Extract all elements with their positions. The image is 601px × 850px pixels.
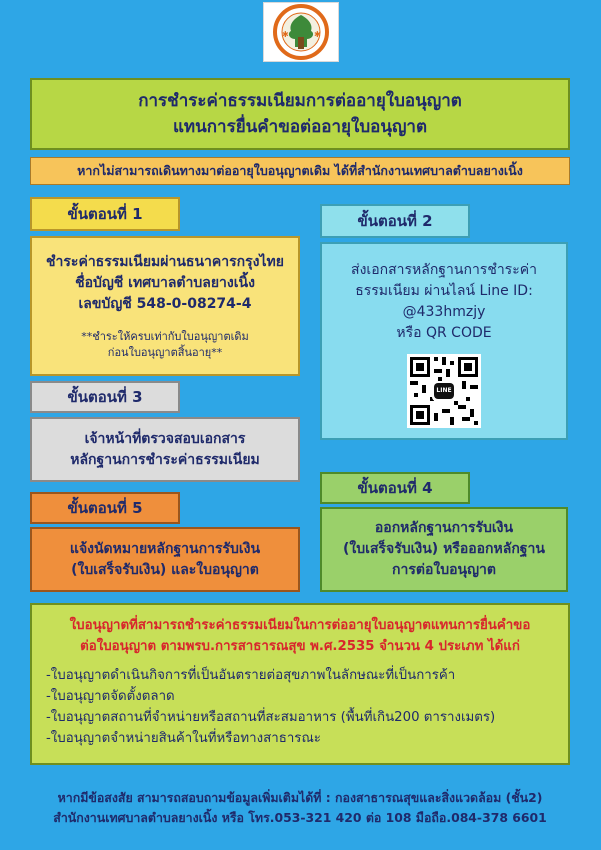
qr-line-caption: LINE [436, 387, 452, 394]
license-type-list [46, 665, 554, 749]
step-4-box [320, 507, 568, 592]
license-types-box [30, 603, 570, 765]
step-2-box [320, 242, 568, 440]
step-2-line-id[interactable]: @433hmzjy [402, 304, 486, 320]
step-4-label-text: ขั้นตอนที่ 4 [357, 479, 433, 497]
license-type-item: -ใบอนุญาตจัดตั้งตลาด [46, 689, 175, 704]
license-type-item: -ใบอนุญาตดำเนินกิจการที่เป็นอันตรายต่อสุขภาพในลักษณะที่เป็นการค้า [46, 668, 456, 683]
license-type-item: -ใบอนุญาตสถานที่จำหน่ายหรือสถานที่สะสมอาหาร (พื้นที่เกิน200 ตารางเมตร) [46, 710, 496, 725]
info-heading-line-2: ต่อใบอนุญาต ตามพรบ.การสาธารณสุข พ.ศ.2535 จำนวน 4 ประเภท ได้แก่ [80, 639, 520, 654]
step-4-line-3: การต่อใบอนุญาต [392, 562, 496, 578]
step-5-box [30, 527, 300, 592]
step-1-line-3: เลขบัญชี 548-0-08274-4 [78, 295, 252, 312]
step-2-label [320, 204, 470, 238]
step-1-note [81, 329, 249, 361]
line-qr-code[interactable] [407, 354, 481, 428]
footer-line-2: สำนักงานเทศบาลตำบลยางเนิ้ง หรือ โทร.053-321 420 ต่อ 108 มือถือ.084-378 6601 [53, 810, 547, 825]
license-type-item: -ใบอนุญาตจำหน่ายสินค้าในที่หรือทางสาธารณะ [46, 731, 321, 746]
step-5-label-text: ขั้นตอนที่ 5 [67, 499, 143, 517]
step-5-line-2: (ใบเสร็จรับเงิน) และใบอนุญาต [71, 561, 259, 578]
contact-footer [30, 788, 570, 828]
step-5-label [30, 492, 180, 524]
step-1-label-text: ขั้นตอนที่ 1 [67, 205, 143, 223]
municipality-logo [263, 2, 339, 62]
svg-text:✱: ✱ [314, 30, 321, 39]
title-line-2: แทนการยื่นคำขอต่ออายุใบอนุญาต [172, 117, 428, 137]
step-1-note-line-1: **ชำระให้ครบเท่ากับใบอนุญาตเดิม [81, 329, 249, 343]
step-3-line-1: เจ้าหน้าที่ตรวจสอบเอกสาร [84, 430, 246, 447]
footer-line-1: หากมีข้อสงสัย สามารถสอบถามข้อมูลเพิ่มเติมได้ที่ : กองสาธารณสุขและสิ่งแวดล้อม (ชั้น2) [57, 790, 543, 805]
page-title [30, 78, 570, 150]
step-2-line-2: ธรรมเนียม ผ่านไลน์ Line ID: [355, 283, 533, 299]
step-4-label [320, 472, 470, 504]
step-4-line-1: ออกหลักฐานการรับเงิน [374, 520, 514, 536]
step-1-box [30, 236, 300, 376]
step-3-line-2: หลักฐานการชำระค่าธรรมเนียม [70, 451, 260, 468]
step-2-line-1: ส่งเอกสารหลักฐานการชำระค่า [351, 262, 537, 278]
step-2-line-4: หรือ QR CODE [396, 325, 492, 341]
step-3-label-text: ขั้นตอนที่ 3 [67, 388, 143, 406]
step-5-line-1: แจ้งนัดหมายหลักฐานการรับเงิน [69, 540, 261, 557]
step-1-line-2: ชื่อบัญชี เทศบาลตำบลยางเนิ้ง [75, 274, 255, 291]
step-1-line-1: ชำระค่าธรรมเนียมผ่านธนาคารกรุงไทย [46, 253, 284, 270]
notice-text: หากไม่สามารถเดินทางมาต่ออายุใบอนุญาตเดิม ได้ที่สำนักงานเทศบาลตำบลยางเนิ้ง [77, 163, 523, 178]
info-heading-line-1: ใบอนุญาตที่สามารถชำระค่าธรรมเนียมในการต่ออายุใบอนุญาตแทนการยื่นคำขอ [69, 618, 531, 633]
step-3-box [30, 417, 300, 482]
municipality-seal-icon [265, 3, 337, 61]
svg-text:✱: ✱ [282, 30, 289, 39]
step-2-label-text: ขั้นตอนที่ 2 [357, 212, 433, 230]
step-1-note-line-2: ก่อนใบอนุญาตสิ้นอายุ** [107, 345, 223, 359]
title-line-1: การชำระค่าธรรมเนียมการต่ออายุใบอนุญาต [138, 91, 462, 111]
step-3-label [30, 381, 180, 413]
notice-banner [30, 157, 570, 185]
step-4-line-2: (ใบเสร็จรับเงิน) หรือออกหลักฐาน [343, 541, 545, 557]
step-1-label [30, 197, 180, 231]
